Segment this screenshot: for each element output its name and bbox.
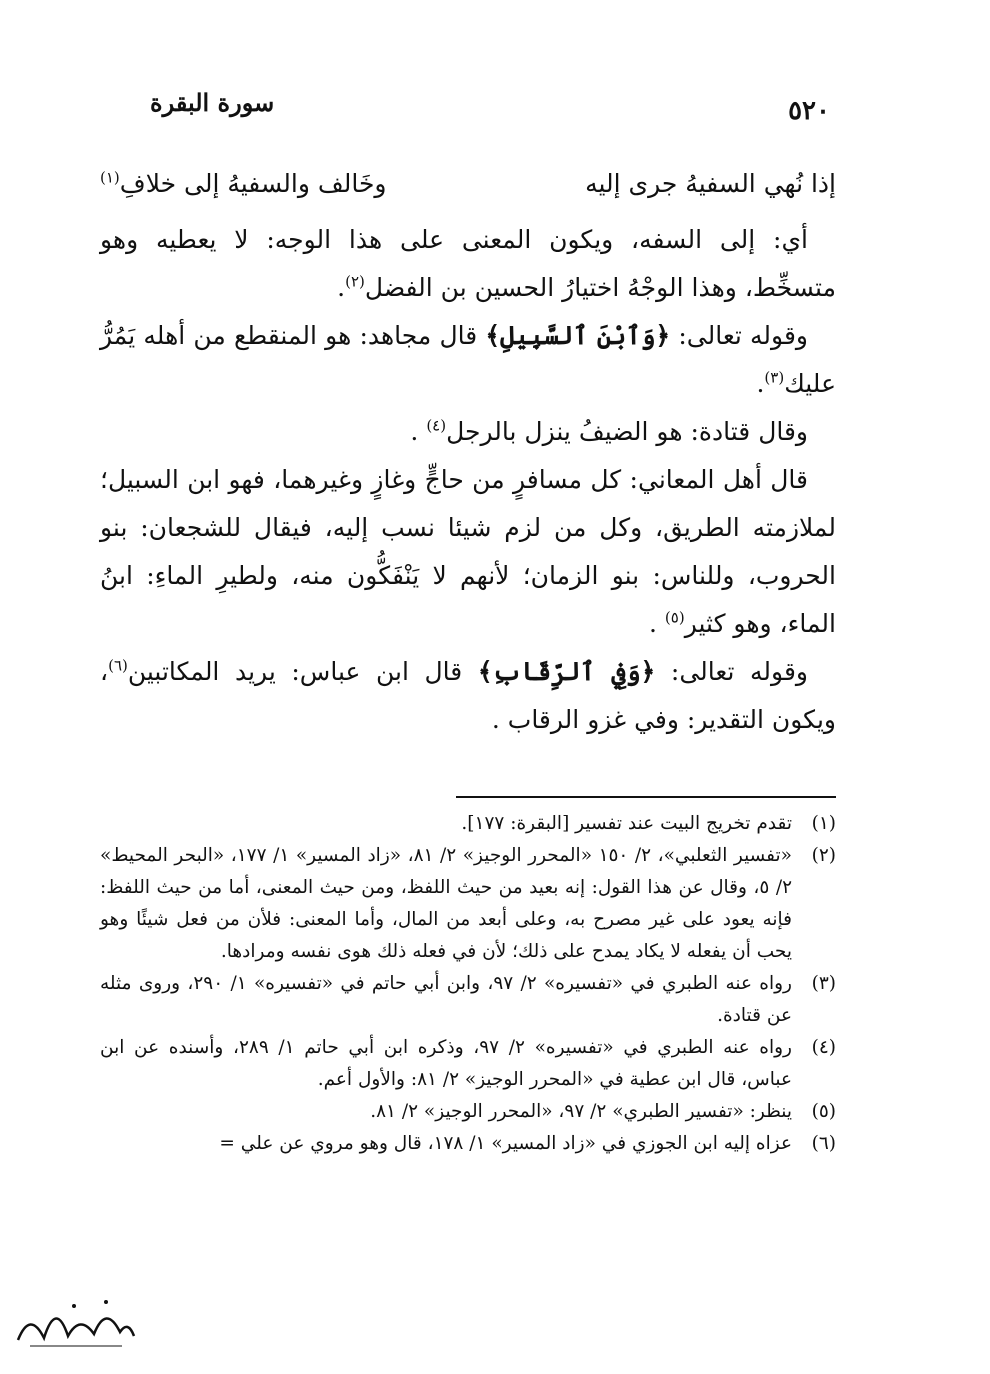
paragraph: قال أهل المعاني: كل مسافرٍ من حاجٍّ وغازٍ وغيرهما، فهو ابن السبيل؛ لملازمته الطريق، وكل من لزم شيئا نسب إليه، فيقال للشجعان: بنو الحروب، وللناس: بنو الزمان؛ لأنهم لا يَنْفَكُّون منه، ولطيرِ الماءِ: ابنُ الماء، وهو كثير$^{(٥)}$ . (100, 465, 836, 638)
verse-hemistich-first: إذا نُهي السفيهُ جرى إليه (585, 169, 836, 198)
footnote-number: (٣) (811, 973, 836, 994)
footnote-number: (٥) (811, 1101, 836, 1122)
publisher-logo (10, 1290, 140, 1354)
footnote-text: «تفسير الثعلبي»، ٢/ ١٥٠ «المحرر الوجيز» ٢/ ٨١، «زاد المسير» ١/ ١٧٧، «البحر المحيط» ٢/ ٥، وقال عن هذا القول: إنه بعيد من حيث اللفظ، ومن حيث المعنى، أما من حيث اللفظ: فإنه يعود على غير مصرح به، وعلى أبعد من المال، وأما المعنى: فلأن من فعل شيئًا وهو يحب أن يفعله لا يكاد يمدح على ذلك؛ لأن في فعله ذلك هوى نفسه ومرادها. (100, 845, 792, 962)
footnote-number: (٢) (811, 845, 836, 866)
quran-quote: ﴿وَفِي ٱلرِّقَابِ﴾ (477, 657, 656, 686)
footnote-ref: (٤) (426, 416, 447, 435)
footnote-number: (١) (811, 813, 836, 834)
footnotes (100, 808, 836, 1160)
footnote-ref: (٦) (108, 656, 128, 675)
footnote-ref: (٢) (345, 272, 365, 291)
main-text (100, 160, 836, 744)
footnote (100, 1128, 836, 1160)
footnote-text: رواه عنه الطبري في «تفسيره» ٢/ ٩٧، وابن أبي حاتم في «تفسيره» ١/ ٢٩٠، وروى مثله عن قتادة. (100, 973, 792, 1026)
paragraph: وقوله تعالى: ﴿وَفِي ٱلرِّقَابِ﴾ قال ابن عباس: يريد المكاتبين$^{(٦)}$، ويكون التقدير: وفي غزو الرقاب . (100, 656, 836, 734)
page-header (150, 88, 830, 128)
footnote-text: عزاه إليه ابن الجوزي في «زاد المسير» ١/ ١٧٨، قال وهو مروي عن علي = (219, 1133, 792, 1154)
footnote-number: (٤) (811, 1037, 836, 1058)
footnote-text: ينظر: «تفسير الطبري» ٢/ ٩٧، «المحرر الوجيز» ٢/ ٨١. (370, 1101, 792, 1122)
paragraph: وقال قتادة: هو الضيفُ ينزل بالرجل$^{(٤)}$ . (410, 416, 808, 446)
footnote (100, 808, 836, 840)
verse-hemistich-second: وخَالف والسفيهُ إلى خلافِ$^{(١)}$ (100, 168, 387, 198)
poetry-verse (100, 160, 836, 216)
footnote-ref: (٥) (664, 608, 685, 627)
footnote (100, 968, 836, 1032)
running-title: سورة البقرة (150, 88, 275, 117)
footnote-number: (٦) (811, 1133, 836, 1154)
footnote (100, 1096, 836, 1128)
footnote-ref: (١) (100, 168, 120, 187)
paragraph: وقوله تعالى: ﴿وَٱبْنَ ٱلسَّبِيلِ﴾ قال مجاهد: هو المنقطع من أهله يَمُرُّ عليك$^{(٣)}$. (100, 321, 836, 398)
paragraph: أي: إلى السفه، ويكون المعنى على هذا الوجه: لا يعطيه وهو متسخِّط، وهذا الوجْهُ اختيارُ الحسين بن الفضل$^{(٢)}$. (100, 225, 836, 302)
footnote-ref: (٣) (764, 368, 785, 387)
page-number: ٥٢٠ (788, 96, 830, 126)
footnote (100, 1032, 836, 1096)
footnote-divider (456, 796, 836, 798)
footnote (100, 840, 836, 968)
footnote-text: رواه عنه الطبري في «تفسيره» ٢/ ٩٧، وذكره ابن أبي حاتم ١/ ٢٨٩، وأسنده عن ابن عباس، قال ابن عطية في «المحرر الوجيز» ٢/ ٨١: والأول أعم. (100, 1037, 792, 1090)
footnote-text: تقدم تخريج البيت عند تفسير [البقرة: ١٧٧]. (461, 813, 792, 834)
quran-quote: ﴿وَٱبْنَ ٱلسَّبِيلِ﴾ (485, 321, 671, 350)
